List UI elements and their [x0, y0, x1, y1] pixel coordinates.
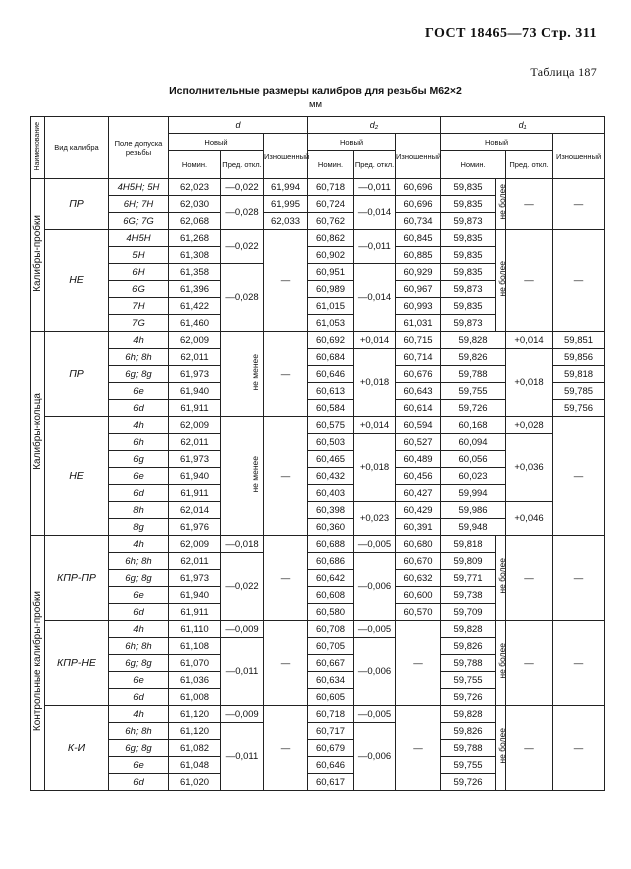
- d1-nom-cell: 59,726: [441, 689, 496, 706]
- d-nom-cell: 61,940: [169, 587, 221, 604]
- col-d2-header: d₂: [308, 117, 441, 134]
- d-wear-cell: —: [264, 417, 308, 536]
- note-ne-menee: не менее: [221, 417, 264, 536]
- d2-dev-cell: +0,018: [354, 434, 396, 502]
- d-nom-cell: 61,020: [169, 774, 221, 791]
- tol-cell: 6d: [109, 400, 169, 417]
- d2-wear-cell: 60,391: [396, 519, 441, 536]
- col-d1-header: d₁: [441, 117, 605, 134]
- tol-cell: 6g; 8g: [109, 570, 169, 587]
- d2-nom-cell: 60,646: [308, 757, 354, 774]
- d-wear-cell: —: [264, 332, 308, 417]
- d1-nom-cell: 59,726: [441, 400, 506, 417]
- d-nom-cell: 62,009: [169, 332, 221, 349]
- d2-dev-header: Пред. откл.: [354, 151, 396, 179]
- d1-wear-cell: 59,785: [553, 383, 605, 400]
- kind-label: КПР-НЕ: [45, 621, 109, 706]
- note-ne-bolee: не более: [496, 706, 506, 791]
- d2-wear-cell: 60,600: [396, 587, 441, 604]
- d1-wear-cell: 59,756: [553, 400, 605, 417]
- d2-wear-cell: 60,670: [396, 553, 441, 570]
- d2-nom-cell: 60,575: [308, 417, 354, 434]
- d1-nom-cell: 60,023: [441, 468, 506, 485]
- d-nom-cell: 61,110: [169, 621, 221, 638]
- d-wear-cell: 61,995: [264, 196, 308, 213]
- col-kind-header: Вид калибра: [45, 117, 109, 179]
- d2-nom-cell: 60,403: [308, 485, 354, 502]
- d-nom-cell: 61,008: [169, 689, 221, 706]
- tol-cell: 6G; 7G: [109, 213, 169, 230]
- d1-nom-cell: 59,755: [441, 757, 496, 774]
- d2-nom-cell: 60,705: [308, 638, 354, 655]
- d2-nom-cell: 60,718: [308, 179, 354, 196]
- d2-nom-cell: 60,862: [308, 230, 354, 247]
- d2-nom-cell: 60,503: [308, 434, 354, 451]
- col-d-header: d: [169, 117, 308, 134]
- kind-label: НЕ: [45, 230, 109, 332]
- d2-wear-cell: 60,676: [396, 366, 441, 383]
- d2-dev-cell: —0,011: [354, 230, 396, 264]
- page-header: ГОСТ 18465—73 Стр. 311: [424, 26, 597, 41]
- d1-nom-cell: 59,809: [441, 553, 496, 570]
- d1-wear-cell: 59,856: [553, 349, 605, 366]
- d1-nom-cell: 59,788: [441, 655, 496, 672]
- d1-dev-cell: —: [506, 621, 553, 706]
- d1-wear-header: Изношенный: [553, 134, 605, 179]
- d1-wear-cell: —: [553, 706, 605, 791]
- d2-nom-cell: 60,608: [308, 587, 354, 604]
- d1-nom-cell: 59,738: [441, 587, 496, 604]
- d2-nom-cell: 60,613: [308, 383, 354, 400]
- tol-cell: 6h: [109, 434, 169, 451]
- table-row: [31, 621, 605, 638]
- table-number: Таблица 187: [530, 65, 597, 79]
- d-wear-header: Изношенный: [264, 134, 308, 179]
- d-wear-cell: —: [264, 621, 308, 706]
- d1-dev-cell: —: [506, 536, 553, 621]
- tol-cell: 5H: [109, 247, 169, 264]
- d1-wear-cell: —: [553, 536, 605, 621]
- d-nom-cell: 61,082: [169, 740, 221, 757]
- d-nom-cell: 61,911: [169, 400, 221, 417]
- d1-wear-cell: —: [553, 417, 605, 536]
- d-nom-cell: 61,048: [169, 757, 221, 774]
- tol-cell: 4h: [109, 332, 169, 349]
- d1-nom-cell: 59,835: [441, 298, 496, 315]
- d-nom-cell: 61,973: [169, 451, 221, 468]
- d-dev-cell: —0,028: [221, 264, 264, 332]
- note-ne-bolee: не более: [496, 179, 506, 230]
- d1-dev-cell: —: [506, 230, 553, 332]
- tol-cell: 6H: [109, 264, 169, 281]
- note-ne-bolee: не более: [496, 230, 506, 332]
- tol-cell: 6d: [109, 689, 169, 706]
- d2-dev-cell: +0,018: [354, 349, 396, 417]
- tol-cell: 6h; 8h: [109, 723, 169, 740]
- d2-dev-cell: —0,006: [354, 553, 396, 621]
- d1-wear-cell: —: [553, 179, 605, 230]
- d-nom-cell: 61,973: [169, 366, 221, 383]
- table-row: [31, 417, 605, 434]
- group-label: Калибры-кольца: [31, 332, 45, 536]
- d-nom-cell: 62,011: [169, 553, 221, 570]
- d2-nom-cell: 60,684: [308, 349, 354, 366]
- d-dev-cell: —0,009: [221, 706, 264, 723]
- d2-nom-cell: 60,708: [308, 621, 354, 638]
- table-row: [31, 502, 605, 519]
- d2-dev-cell: —0,005: [354, 706, 396, 723]
- d1-dev-cell: +0,014: [506, 332, 553, 349]
- d2-wear-cell: 60,885: [396, 247, 441, 264]
- tol-cell: 6h; 8h: [109, 349, 169, 366]
- d1-nom-cell: 59,835: [441, 196, 496, 213]
- d-wear-cell: —: [264, 230, 308, 332]
- d-nom-cell: 61,036: [169, 672, 221, 689]
- d-dev-cell: —0,011: [221, 723, 264, 791]
- d1-nom-header: Номин.: [441, 151, 506, 179]
- d2-nom-cell: 60,692: [308, 332, 354, 349]
- d2-wear-cell: 60,696: [396, 196, 441, 213]
- d2-nom-cell: 60,688: [308, 536, 354, 553]
- kind-label: НЕ: [45, 417, 109, 536]
- tol-cell: 6h; 8h: [109, 553, 169, 570]
- group-label: Контрольные калибры-пробки: [31, 536, 45, 791]
- d-nom-cell: 61,120: [169, 706, 221, 723]
- d-dev-cell: —0,022: [221, 230, 264, 264]
- d2-wear-cell: 60,594: [396, 417, 441, 434]
- d1-dev-cell: +0,018: [506, 349, 553, 417]
- d1-dev-cell: +0,046: [506, 502, 553, 536]
- d1-nom-cell: 59,828: [441, 332, 506, 349]
- d2-wear-cell: 60,643: [396, 383, 441, 400]
- d2-wear-cell: 60,429: [396, 502, 441, 519]
- d-wear-cell: —: [264, 536, 308, 621]
- d2-new-header: Новый: [308, 134, 396, 151]
- d2-dev-cell: +0,014: [354, 417, 396, 434]
- tol-cell: 6g; 8g: [109, 366, 169, 383]
- d-nom-cell: 61,460: [169, 315, 221, 332]
- d-nom-cell: 61,308: [169, 247, 221, 264]
- group-label: Калибры-пробки: [31, 179, 45, 332]
- d2-dev-cell: +0,023: [354, 502, 396, 536]
- tol-cell: 4h: [109, 621, 169, 638]
- d2-nom-cell: 60,360: [308, 519, 354, 536]
- d2-nom-cell: 60,951: [308, 264, 354, 281]
- d1-wear-cell: 59,818: [553, 366, 605, 383]
- d-nom-cell: 61,940: [169, 468, 221, 485]
- d2-wear-cell: 60,427: [396, 485, 441, 502]
- d2-wear-cell: 60,715: [396, 332, 441, 349]
- kind-label: ПР: [45, 332, 109, 417]
- d2-nom-cell: 60,902: [308, 247, 354, 264]
- tol-cell: 6d: [109, 485, 169, 502]
- d2-wear-cell: 61,031: [396, 315, 441, 332]
- tol-cell: 6e: [109, 468, 169, 485]
- d1-nom-cell: 59,873: [441, 315, 496, 332]
- d2-dev-cell: —0,014: [354, 196, 396, 230]
- d1-nom-cell: 59,828: [441, 621, 496, 638]
- d-nom-cell: 62,068: [169, 213, 221, 230]
- d1-nom-cell: 59,828: [441, 706, 496, 723]
- table-row: [31, 536, 605, 553]
- d2-nom-cell: 60,642: [308, 570, 354, 587]
- d2-wear-cell: 60,929: [396, 264, 441, 281]
- d2-nom-cell: 60,762: [308, 213, 354, 230]
- d2-wear-cell: 60,527: [396, 434, 441, 451]
- d2-wear-cell: 60,570: [396, 604, 441, 621]
- d1-nom-cell: 59,826: [441, 349, 506, 366]
- d2-wear-cell: 60,632: [396, 570, 441, 587]
- col-tol-header: Поле допуска резьбы: [109, 117, 169, 179]
- tol-cell: 7G: [109, 315, 169, 332]
- d2-dev-cell: —0,006: [354, 638, 396, 706]
- tol-cell: 6d: [109, 604, 169, 621]
- table-row: [31, 706, 605, 723]
- d-dev-cell: —0,028: [221, 196, 264, 230]
- d2-nom-cell: 60,718: [308, 706, 354, 723]
- d2-wear-cell: 60,845: [396, 230, 441, 247]
- d-nom-cell: 61,396: [169, 281, 221, 298]
- d-new-header: Новый: [169, 134, 264, 151]
- d-nom-cell: 62,030: [169, 196, 221, 213]
- d1-nom-cell: 59,873: [441, 213, 496, 230]
- tol-cell: 6e: [109, 672, 169, 689]
- table-row: [31, 349, 605, 366]
- d-nom-cell: 62,009: [169, 536, 221, 553]
- d-dev-cell: —0,011: [221, 638, 264, 706]
- d2-nom-cell: 60,398: [308, 502, 354, 519]
- tol-cell: 6e: [109, 383, 169, 400]
- d-nom-cell: 61,973: [169, 570, 221, 587]
- d-wear-cell: 61,994: [264, 179, 308, 196]
- d-nom-cell: 62,014: [169, 502, 221, 519]
- d1-dev-cell: +0,028: [506, 417, 553, 434]
- d2-nom-cell: 60,646: [308, 366, 354, 383]
- d2-nom-cell: 60,465: [308, 451, 354, 468]
- tol-cell: 6d: [109, 774, 169, 791]
- d1-nom-cell: 59,835: [441, 230, 496, 247]
- table-row: [31, 434, 605, 451]
- d-nom-cell: 62,009: [169, 417, 221, 434]
- d1-dev-cell: —: [506, 179, 553, 230]
- table-row: [31, 230, 605, 247]
- d2-nom-cell: 60,605: [308, 689, 354, 706]
- d2-nom-cell: 60,667: [308, 655, 354, 672]
- d2-nom-cell: 60,717: [308, 723, 354, 740]
- d1-nom-cell: 59,826: [441, 723, 496, 740]
- d2-nom-cell: 61,053: [308, 315, 354, 332]
- d-nom-cell: 61,358: [169, 264, 221, 281]
- note-ne-bolee: не более: [496, 536, 506, 621]
- d2-nom-cell: 60,584: [308, 400, 354, 417]
- d1-nom-cell: 59,835: [441, 247, 496, 264]
- d-nom-cell: 61,422: [169, 298, 221, 315]
- tol-cell: 4H5H: [109, 230, 169, 247]
- d1-nom-cell: 59,873: [441, 281, 496, 298]
- d2-wear-cell: —: [396, 706, 441, 791]
- table-caption: Исполнительные размеры калибров для резьбы М62×2: [169, 85, 462, 97]
- d-wear-cell: 62,033: [264, 213, 308, 230]
- tol-cell: 6h; 8h: [109, 638, 169, 655]
- tol-cell: 6H; 7H: [109, 196, 169, 213]
- tol-cell: 4h: [109, 536, 169, 553]
- d1-dev-cell: —: [506, 706, 553, 791]
- tol-cell: 8h: [109, 502, 169, 519]
- d-dev-header: Пред. откл.: [221, 151, 264, 179]
- d2-dev-cell: —0,014: [354, 264, 396, 332]
- d2-nom-cell: 60,432: [308, 468, 354, 485]
- d-nom-cell: 62,023: [169, 179, 221, 196]
- d-nom-header: Номин.: [169, 151, 221, 179]
- d1-nom-cell: 59,755: [441, 672, 496, 689]
- d-nom-cell: 61,911: [169, 485, 221, 502]
- tol-cell: 8g: [109, 519, 169, 536]
- d-nom-cell: 61,108: [169, 638, 221, 655]
- d2-wear-header: Изношенный: [396, 134, 441, 179]
- d2-wear-cell: 60,734: [396, 213, 441, 230]
- table-row: [31, 179, 605, 196]
- d1-nom-cell: 59,818: [441, 536, 496, 553]
- d2-wear-cell: 60,993: [396, 298, 441, 315]
- d2-nom-cell: 60,989: [308, 281, 354, 298]
- d-dev-cell: —0,022: [221, 179, 264, 196]
- d-wear-cell: —: [264, 706, 308, 791]
- kind-label: ПР: [45, 179, 109, 230]
- d-nom-cell: 61,940: [169, 383, 221, 400]
- d-nom-cell: 61,911: [169, 604, 221, 621]
- d2-nom-cell: 60,679: [308, 740, 354, 757]
- d1-nom-cell: 60,056: [441, 451, 506, 468]
- d2-nom-cell: 60,634: [308, 672, 354, 689]
- d1-nom-cell: 59,726: [441, 774, 496, 791]
- col-name-header: Наименование: [31, 117, 45, 179]
- d1-nom-cell: 59,994: [441, 485, 506, 502]
- d1-nom-cell: 59,986: [441, 502, 506, 519]
- d2-wear-cell: 60,456: [396, 468, 441, 485]
- kind-label: К-И: [45, 706, 109, 791]
- tol-cell: 6g; 8g: [109, 655, 169, 672]
- kind-label: КПР-ПР: [45, 536, 109, 621]
- tol-cell: 6e: [109, 587, 169, 604]
- d2-nom-cell: 60,724: [308, 196, 354, 213]
- d1-wear-cell: —: [553, 621, 605, 706]
- tol-cell: 6g; 8g: [109, 740, 169, 757]
- d-nom-cell: 62,011: [169, 434, 221, 451]
- d2-wear-cell: 60,614: [396, 400, 441, 417]
- d2-dev-cell: —0,005: [354, 536, 396, 553]
- d1-nom-cell: 59,826: [441, 638, 496, 655]
- tol-cell: 6e: [109, 757, 169, 774]
- d1-new-header: Новый: [441, 134, 553, 151]
- d2-dev-cell: —0,005: [354, 621, 396, 638]
- d1-nom-cell: 59,835: [441, 179, 496, 196]
- d2-nom-header: Номин.: [308, 151, 354, 179]
- tol-cell: 6G: [109, 281, 169, 298]
- d1-wear-cell: 59,851: [553, 332, 605, 349]
- d1-dev-header: Пред. откл.: [506, 151, 553, 179]
- tol-cell: 4h: [109, 417, 169, 434]
- d2-wear-cell: 60,680: [396, 536, 441, 553]
- table-unit: мм: [308, 99, 323, 110]
- gauge-dimensions-table: [30, 116, 605, 791]
- d2-wear-cell: 60,967: [396, 281, 441, 298]
- d2-wear-cell: —: [396, 621, 441, 706]
- note-ne-bolee: не более: [496, 621, 506, 706]
- d-nom-cell: 61,120: [169, 723, 221, 740]
- d1-nom-cell: 60,168: [441, 417, 506, 434]
- d1-nom-cell: 60,094: [441, 434, 506, 451]
- d1-nom-cell: 59,788: [441, 366, 506, 383]
- tol-cell: 7H: [109, 298, 169, 315]
- d2-dev-cell: +0,014: [354, 332, 396, 349]
- d2-nom-cell: 60,617: [308, 774, 354, 791]
- d-nom-cell: 61,070: [169, 655, 221, 672]
- d2-nom-cell: 61,015: [308, 298, 354, 315]
- d2-nom-cell: 60,686: [308, 553, 354, 570]
- d1-nom-cell: 59,835: [441, 264, 496, 281]
- tol-cell: 4H5H; 5H: [109, 179, 169, 196]
- d1-nom-cell: 59,771: [441, 570, 496, 587]
- d2-wear-cell: 60,714: [396, 349, 441, 366]
- d2-wear-cell: 60,696: [396, 179, 441, 196]
- d2-wear-cell: 60,489: [396, 451, 441, 468]
- table-row: [31, 332, 605, 349]
- d2-nom-cell: 60,580: [308, 604, 354, 621]
- d1-nom-cell: 59,788: [441, 740, 496, 757]
- d-dev-cell: —0,022: [221, 553, 264, 621]
- d-nom-cell: 62,011: [169, 349, 221, 366]
- d1-nom-cell: 59,755: [441, 383, 506, 400]
- tol-cell: 6g: [109, 451, 169, 468]
- d1-wear-cell: —: [553, 230, 605, 332]
- d-dev-cell: —0,018: [221, 536, 264, 553]
- note-ne-menee: не менее: [221, 332, 264, 417]
- tol-cell: 4h: [109, 706, 169, 723]
- d2-dev-cell: —0,006: [354, 723, 396, 791]
- d1-nom-cell: 59,709: [441, 604, 496, 621]
- d1-nom-cell: 59,948: [441, 519, 506, 536]
- d-nom-cell: 61,268: [169, 230, 221, 247]
- d1-dev-cell: +0,036: [506, 434, 553, 502]
- d-nom-cell: 61,976: [169, 519, 221, 536]
- d2-dev-cell: —0,011: [354, 179, 396, 196]
- d-dev-cell: —0,009: [221, 621, 264, 638]
